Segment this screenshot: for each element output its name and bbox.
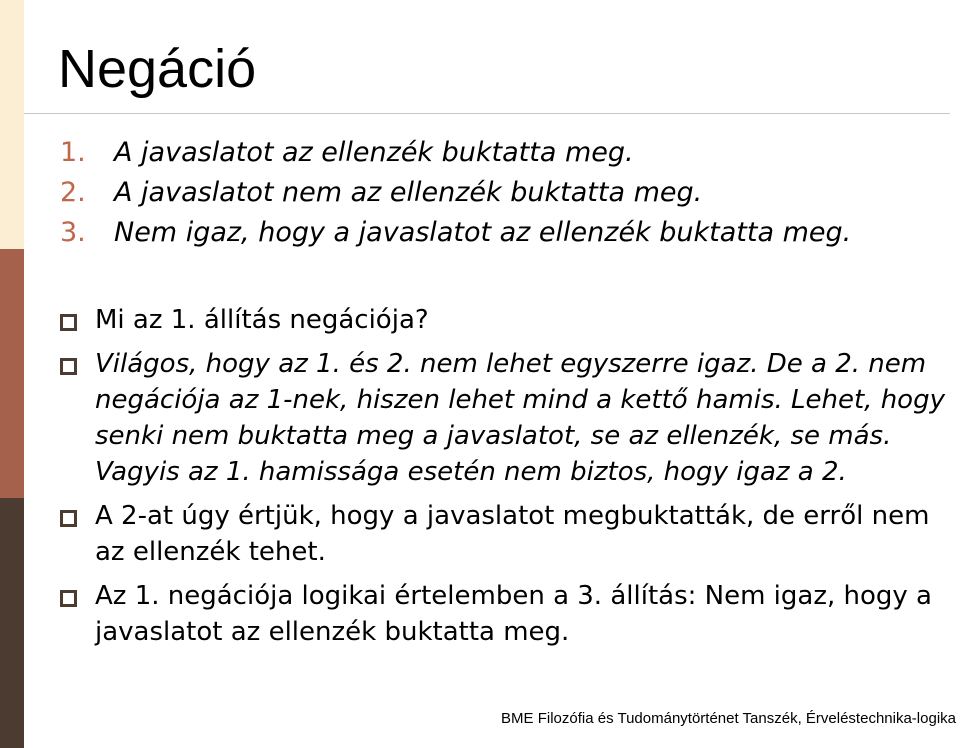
title-divider <box>24 113 950 114</box>
statement-number: 3. <box>60 217 86 248</box>
statement-text: A javaslatot nem az ellenzék buktatta meg. <box>114 177 703 208</box>
bullet-item <box>60 302 960 338</box>
bullet-item <box>60 346 960 490</box>
bullet-text: A 2-at úgy értjük, hogy a javaslatot megbuktatták, de erről nem az ellenzék tehet. <box>95 501 930 567</box>
square-bullet-icon <box>60 358 77 375</box>
side-bar-top <box>0 0 24 249</box>
square-bullet-icon <box>60 510 77 527</box>
bullet-item <box>60 578 960 650</box>
bullet-list <box>60 302 960 658</box>
statement-number: 2. <box>60 177 86 208</box>
bullet-item <box>60 498 960 570</box>
bullet-text: Világos, hogy az 1. és 2. nem lehet egyszerre igaz. De a 2. nem negációja az 1-nek, hiszen lehet mind a kettő hamis. Lehet, hogy senki nem buktatta meg a javaslatot, se az ellenzék, se más. Vagyis az 1. hamissága esetén nem biztos, hogy igaz a 2. <box>95 349 945 487</box>
slide-title: Negáció <box>58 39 257 99</box>
statement-2 <box>60 173 851 213</box>
statement-number: 1. <box>60 137 86 168</box>
square-bullet-icon <box>60 314 77 331</box>
numbered-statements <box>60 133 851 253</box>
footer-text: BME Filozófia és Tudománytörténet Tanszék, Érveléstechnika-logika <box>501 710 956 727</box>
statement-3 <box>60 213 851 253</box>
statement-text: Nem igaz, hogy a javaslatot az ellenzék buktatta meg. <box>114 217 852 248</box>
side-bar-bottom <box>0 498 24 748</box>
statement-text: A javaslatot az ellenzék buktatta meg. <box>114 137 634 168</box>
side-bar-middle <box>0 249 24 498</box>
bullet-text: Az 1. negációja logikai értelemben a 3. állítás: Nem igaz, hogy a javaslatot az ellenzék buktatta meg. <box>95 581 932 647</box>
statement-1 <box>60 133 851 173</box>
bullet-text: Mi az 1. állítás negációja? <box>95 305 429 335</box>
square-bullet-icon <box>60 590 77 607</box>
